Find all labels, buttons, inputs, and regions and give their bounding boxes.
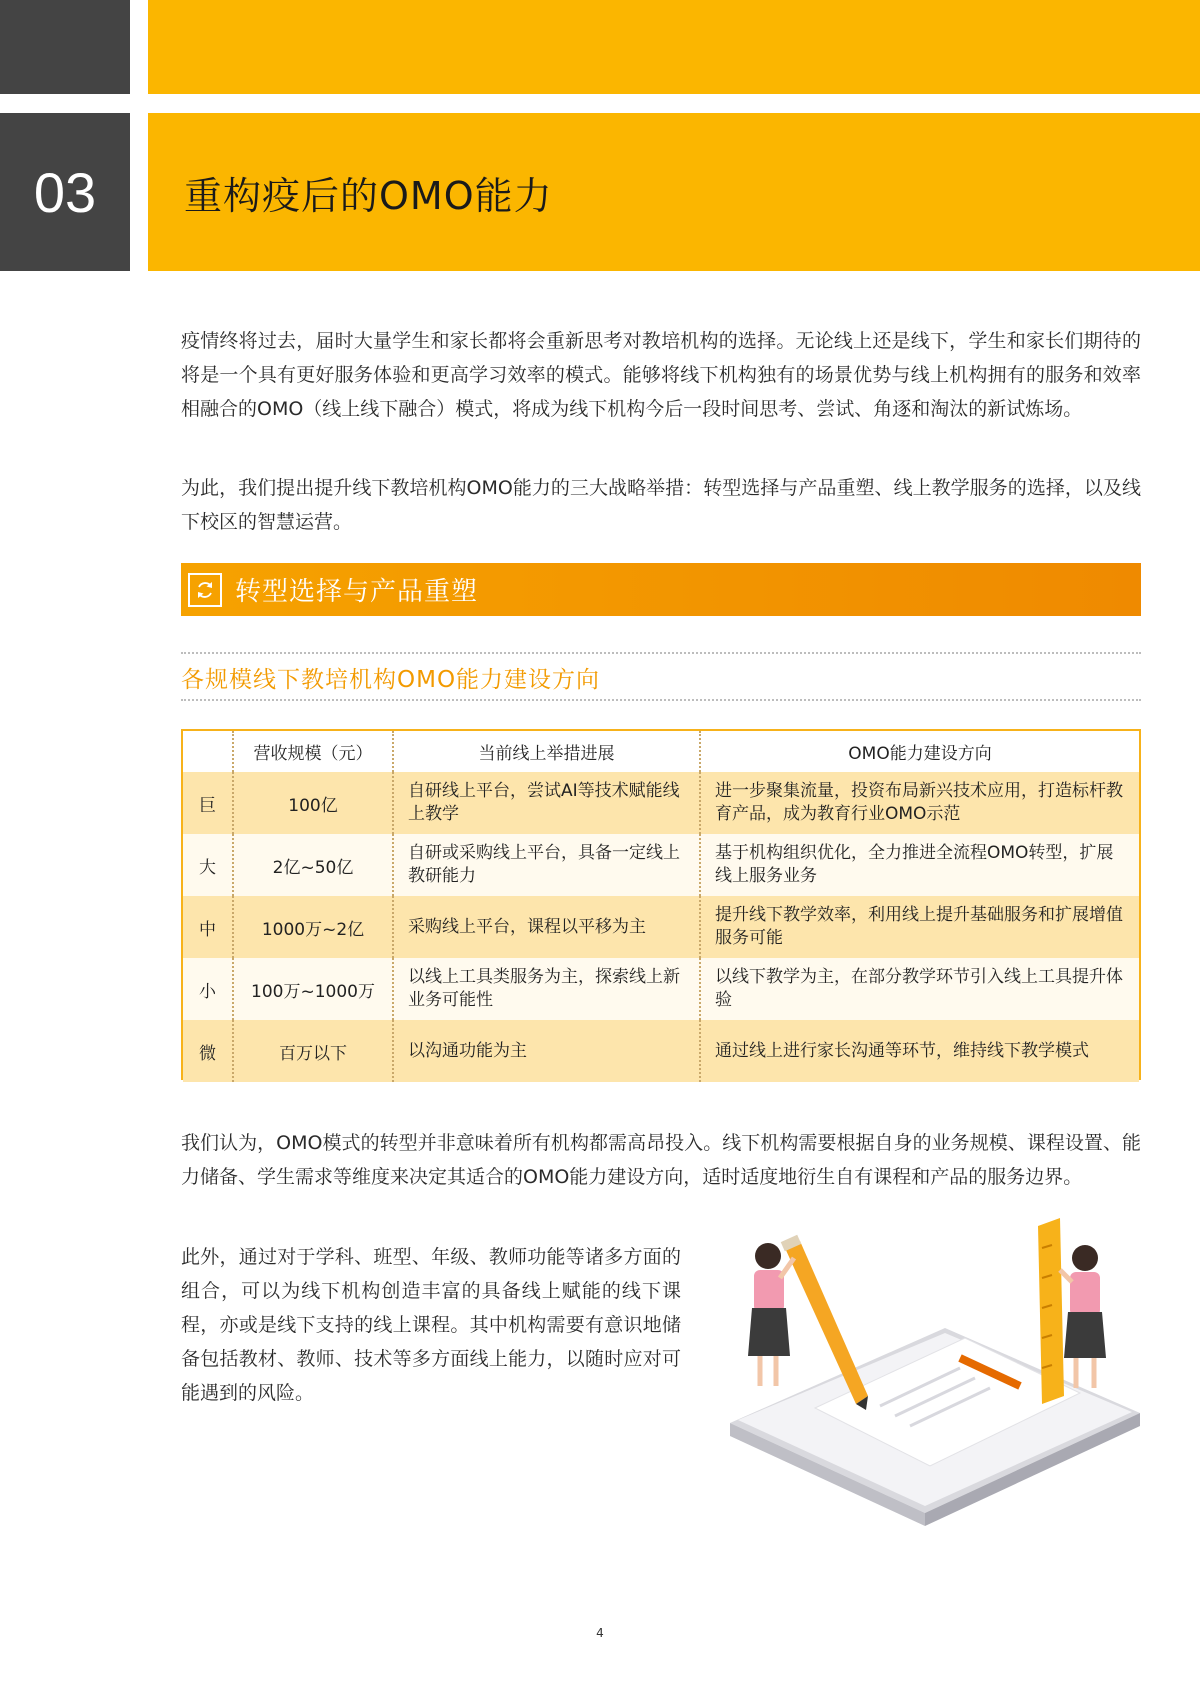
- header-scale-tier: [183, 731, 233, 772]
- divider-top: [181, 652, 1141, 654]
- section-title-banner: [148, 113, 1200, 271]
- cell-direction: 基于机构组织优化，全力推进全流程OMO转型，扩展线上服务业务: [700, 834, 1139, 896]
- top-gold-bar: [148, 0, 1200, 94]
- cell-revenue: 100万~1000万: [233, 958, 393, 1020]
- top-gray-bar: [0, 0, 130, 94]
- header-omo-direction: OMO能力建设方向: [700, 731, 1139, 772]
- header-current-progress: 当前线上举措进展: [393, 731, 700, 772]
- cell-revenue: 百万以下: [233, 1020, 393, 1082]
- omo-table: [181, 729, 1141, 1080]
- cell-progress: 以沟通功能为主: [393, 1020, 700, 1082]
- cell-tier: 巨: [199, 795, 216, 816]
- body-paragraph-1: 我们认为，OMO模式的转型并非意味着所有机构都需高昂投入。线下机构需要根据自身的业务规模、课程设置、能力储备、学生需求等维度来决定其适合的OMO能力建设方向，适时适度地衍生自有课程和产品的服务边界。: [181, 1132, 1141, 1188]
- header-revenue: 营收规模（元）: [233, 731, 393, 772]
- cell-tier: 小: [199, 981, 216, 1002]
- table-caption: 各规模线下教培机构OMO能力建设方向: [181, 667, 601, 693]
- cell-tier: 微: [199, 1043, 216, 1064]
- table-row: [183, 896, 1139, 958]
- table-row: [183, 958, 1139, 1020]
- table-row: [183, 772, 1139, 834]
- cell-progress: 自研或采购线上平台，具备一定线上教研能力: [393, 834, 700, 896]
- divider-bottom: [181, 699, 1141, 701]
- cell-direction: 提升线下教学效率，利用线上提升基础服务和扩展增值服务可能: [700, 896, 1139, 958]
- cell-revenue: 1000万~2亿: [233, 896, 393, 958]
- cell-revenue: 2亿~50亿: [233, 834, 393, 896]
- section-number: 03: [0, 113, 130, 271]
- cell-progress: 采购线上平台，课程以平移为主: [393, 896, 700, 958]
- cell-tier: 大: [199, 857, 216, 878]
- intro-paragraph-1: 疫情终将过去，届时大量学生和家长都将会重新思考对教培机构的选择。无论线上还是线下，学生和家长们期待的将是一个具有更好服务体验和更高学习效率的模式。能够将线下机构独有的场景优势与线上机构拥有的服务和效率相融合的OMO（线上线下融合）模式，将成为线下机构今后一段时间思考、尝试、角逐和淘汰的新试炼场。: [181, 330, 1141, 420]
- refresh-icon: [188, 573, 222, 607]
- subsection-heading: [181, 563, 1141, 616]
- cell-revenue: 100亿: [233, 772, 393, 834]
- cell-direction: 进一步聚集流量，投资布局新兴技术应用，打造标杆教育产品，成为教育行业OMO示范: [700, 772, 1139, 834]
- cell-tier: 中: [199, 919, 216, 940]
- intro-paragraph-2: 为此，我们提出提升线下教培机构OMO能力的三大战略举措：转型选择与产品重塑、线上教学服务的选择，以及线下校区的智慧运营。: [181, 477, 1141, 533]
- table-row: [183, 1020, 1139, 1082]
- cell-direction: 以线下教学为主，在部分教学环节引入线上工具提升体验: [700, 958, 1139, 1020]
- cell-progress: 以线上工具类服务为主，探索线上新业务可能性: [393, 958, 700, 1020]
- table-row: [183, 834, 1139, 896]
- cell-direction: 通过线上进行家长沟通等环节，维持线下教学模式: [700, 1020, 1139, 1082]
- isometric-illustration: [720, 1208, 1145, 1528]
- page-number: 4: [596, 1626, 604, 1640]
- table-header-row: [183, 731, 1139, 772]
- subsection-title: 转型选择与产品重塑: [235, 577, 479, 607]
- body-paragraph-2: 此外，通过对于学科、班型、年级、教师功能等诸多方面的组合，可以为线下机构创造丰富的具备线上赋能的线下课程，亦或是线下支持的线上课程。其中机构需要有意识地储备包括教材、教师、技术等多方面线上能力，以随时应对可能遇到的风险。: [181, 1246, 681, 1404]
- section-title: 重构疫后的OMO能力: [184, 173, 553, 218]
- cell-progress: 自研线上平台，尝试AI等技术赋能线上教学: [393, 772, 700, 834]
